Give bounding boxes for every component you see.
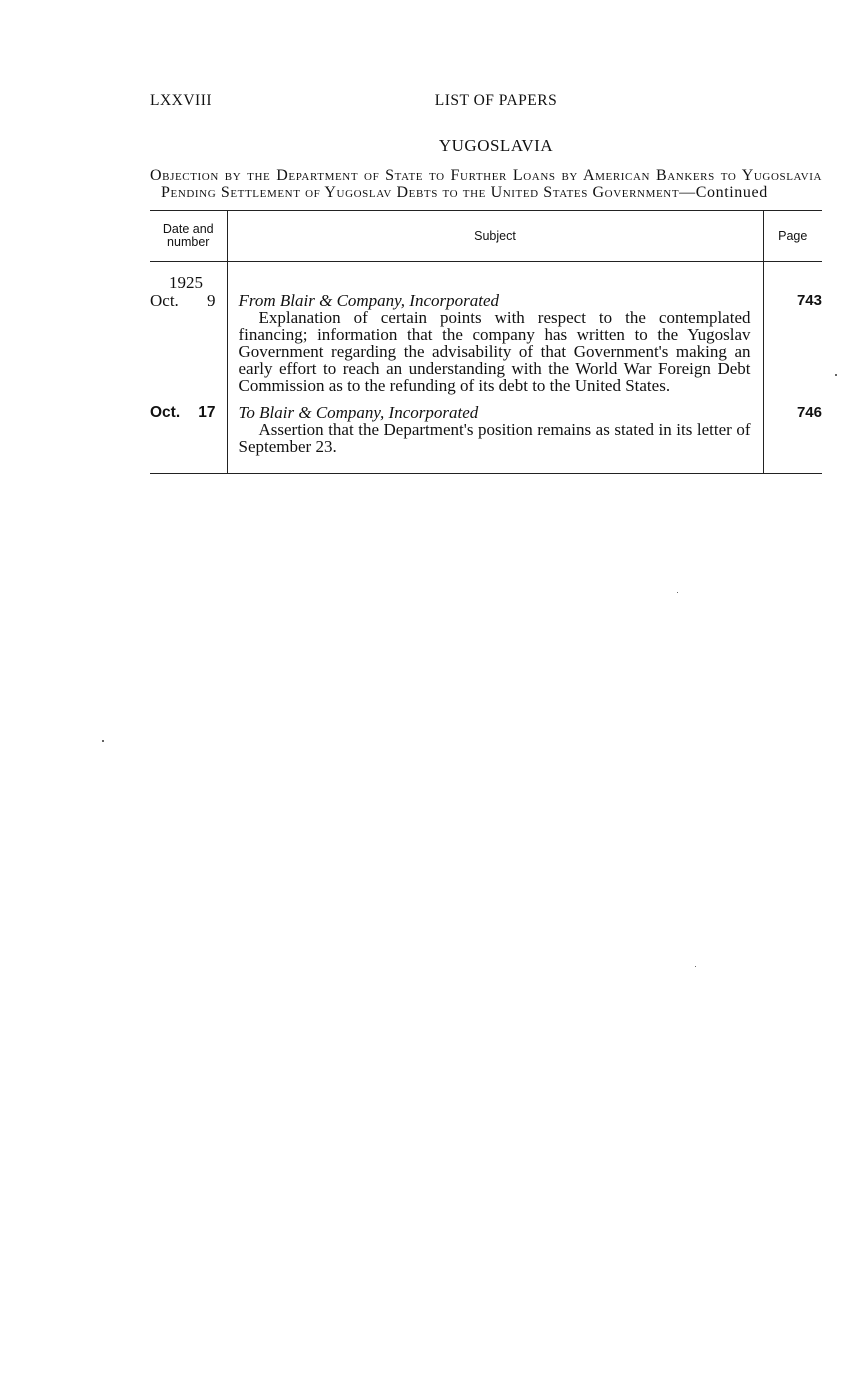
table-row [150,404,822,474]
entry-summary: Explanation of certain points with respect to the contemplated financing; information that the company has written to the Yugoslav Government regarding the advisability of that Government's making an early effort to reach an understanding with the World War Foreign Debt Commission as to the refunding of its debt to the United States. [238,308,751,395]
page-number: LXXVIII [150,92,213,109]
entry-page: 743 [763,274,822,404]
table-header-row [150,211,822,262]
country-heading: YUGOSLAVIA [438,136,554,155]
print-speck [695,966,696,967]
section-title: Objection by the Department of State to Further Loans by American Bankers to Yugoslavia Pending Settlement of Yugoslav Debts to the United States Government [150,167,822,201]
print-speck [835,374,837,376]
column-header-page: Page [763,211,822,262]
entry-day: 17 [198,404,216,421]
entry-sender: From Blair & Company, Incorporated [238,291,499,310]
running-title: LIST OF PAPERS [434,92,558,109]
column-header-date: Date and number [150,211,227,262]
table-row [150,274,822,404]
column-header-subject: Subject [227,211,763,262]
running-head [150,92,822,116]
document-page [150,92,822,474]
entry-month: Oct. [150,291,179,310]
entry-subject [227,404,763,474]
entry-sender: To Blair & Company, Incorporated [238,403,479,422]
print-speck [102,740,104,742]
papers-table [150,210,822,474]
section-heading [150,167,822,201]
entry-subject [227,274,763,404]
entry-date [150,274,227,404]
entry-summary: Assertion that the Department's position remains as stated in its letter of September 23. [238,420,751,456]
entry-month: Oct. [150,404,181,421]
print-speck [677,592,678,593]
entry-date [150,404,227,474]
section-continued: —Continued [679,184,768,201]
entry-day: 9 [207,291,216,310]
entry-year: 1925 [169,273,203,292]
entry-page: 746 [763,404,822,474]
